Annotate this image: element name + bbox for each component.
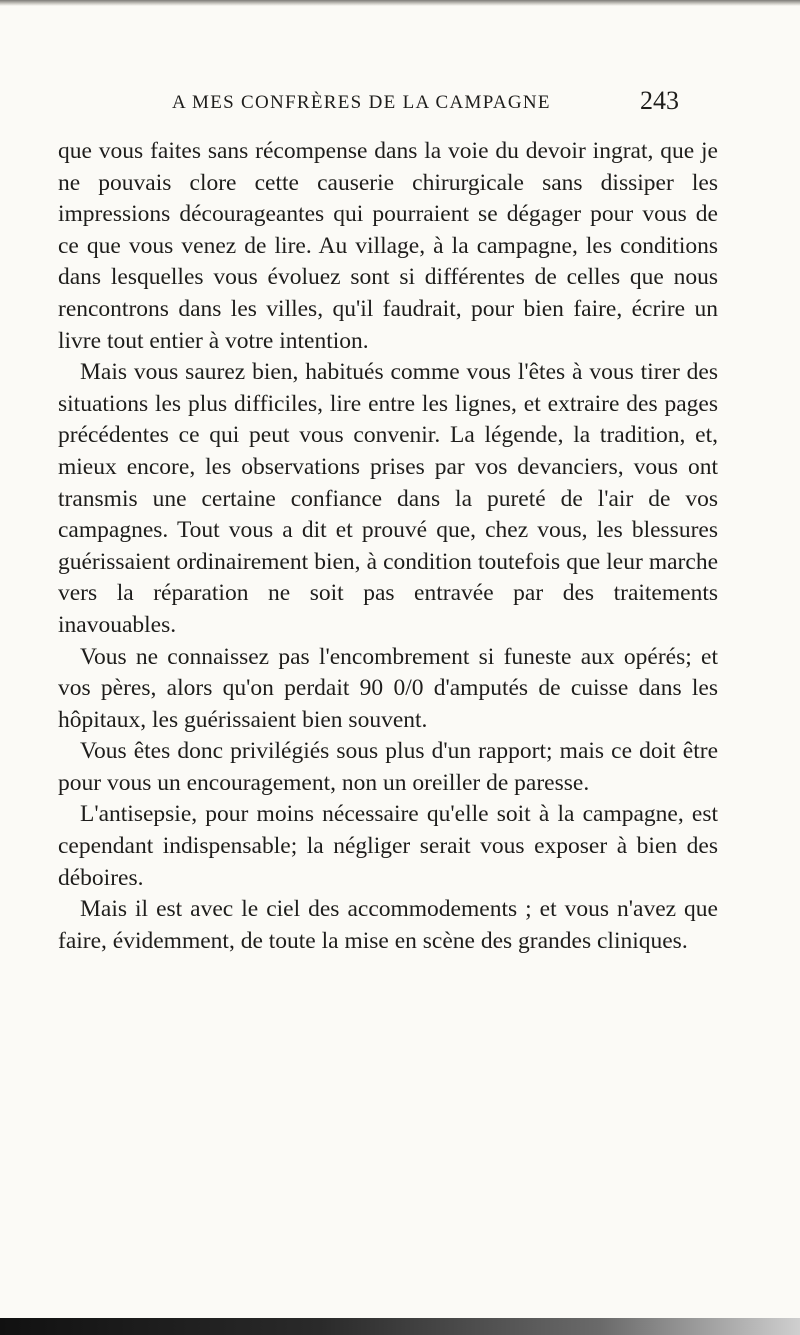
paragraph: Vous êtes donc privilégiés sous plus d'un rapport; mais ce doit être pour vous un encouragement, non un oreiller de paresse. [58, 738, 718, 796]
paragraph: Mais il est avec le ciel des accommodements ; et vous n'avez que faire, évidemment, de toute la mise en scène des grandes cliniques. [58, 896, 718, 954]
body-text [58, 136, 718, 957]
paragraph: Vous ne connaissez pas l'encombrement si funeste aux opérés; et vos pères, alors qu'on perdait 90 0/0 d'amputés de cuisse dans les hôpitaux, les guérissaient bien souvent. [58, 643, 718, 733]
page-bottom-edge [0, 1318, 800, 1335]
page-top-edge [0, 0, 800, 6]
page-number: 243 [640, 86, 679, 115]
paragraph: L'antisepsie, pour moins nécessaire qu'elle soit à la campagne, est cependant indispensable; la négliger serait vous exposer à bien des déboires. [58, 801, 718, 891]
paragraph: Mais vous saurez bien, habitués comme vous l'êtes à vous tirer des situations les plus difficiles, lire entre les lignes, et extraire des pages précédentes ce qui peut vous convenir. La légende, la tradition, et, mieux encore, les observations prises par vos devanciers, vous ont transmis une certaine confiance dans la pureté de l'air de vos campagnes. Tout vous a dit et prouvé que, chez vous, les blessures guérissaient ordinairement bien, à condition toutefois que leur marche vers la réparation ne soit pas entravée par des traitements inavouables. [58, 359, 718, 638]
running-title: A MES CONFRÈRES DE LA CAMPAGNE [172, 92, 551, 113]
paragraph: que vous faites sans récompense dans la voie du devoir ingrat, que je ne pouvais clore cette causerie chirurgicale sans dissiper les impressions décourageantes qui pourraient se dégager pour vous de ce que vous venez de lire. Au village, à la campagne, les conditions dans lesquelles vous évoluez sont si différentes de celles que nous rencontrons dans les villes, qu'il faudrait, pour bien faire, écrire un livre tout entier à votre intention. [58, 138, 718, 354]
